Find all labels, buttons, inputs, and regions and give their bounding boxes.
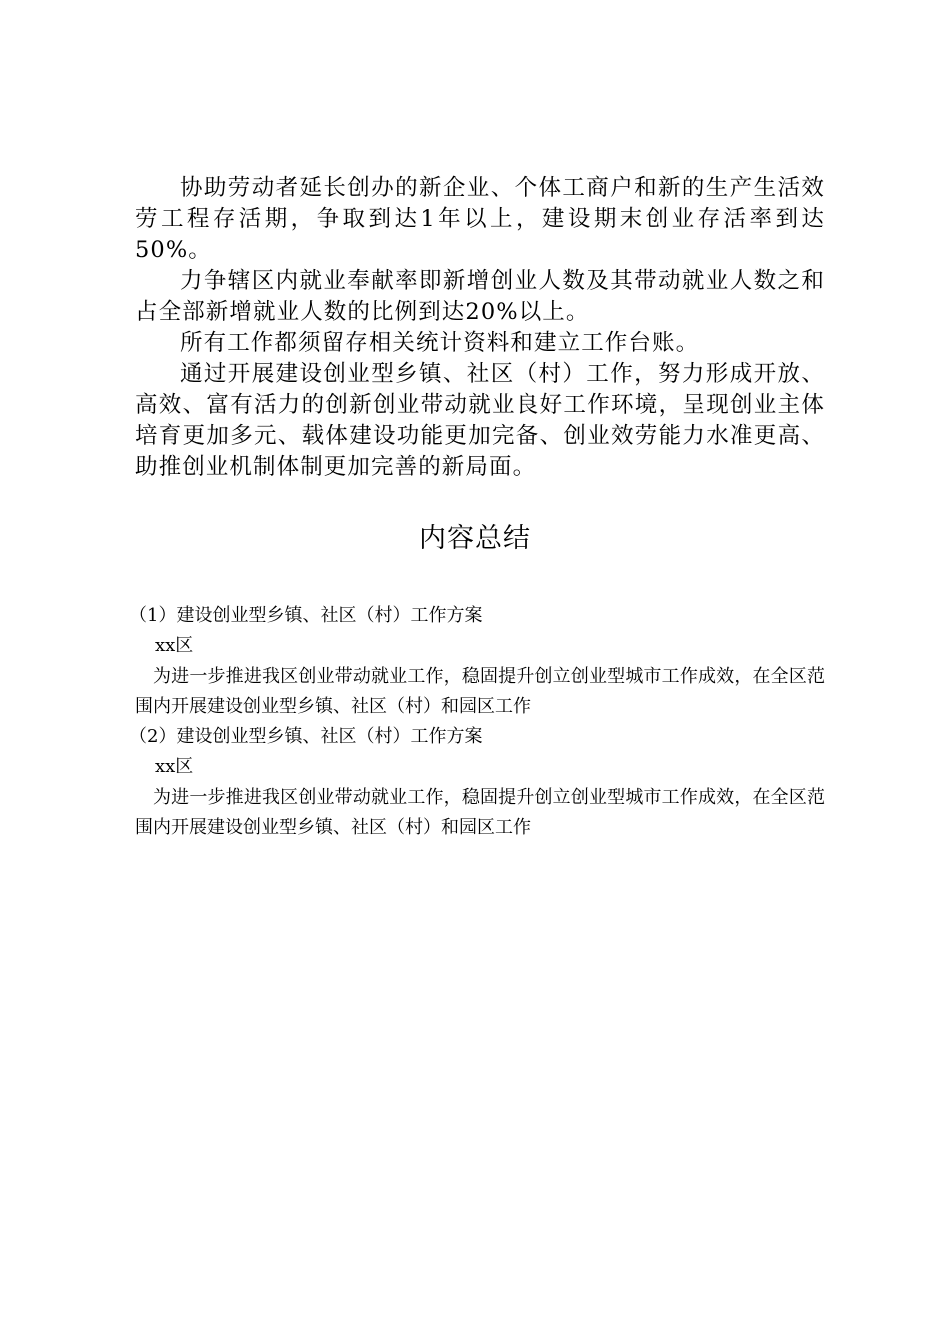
paragraph: 所有工作都须留存相关统计资料和建立工作台账。 [180, 330, 700, 356]
body-text [135, 173, 825, 483]
summary-item-body: 为进一步推进我区创业带动就业工作，稳固提升创立创业型城市工作成效，在全区范围内开展建设创业型乡镇、社区（村）和园区工作 [135, 786, 825, 839]
summary-item [129, 722, 825, 843]
summary-item-org: xx区 [155, 756, 194, 778]
paragraph: 通过开展建设创业型乡镇、社区（村）工作，努力形成开放、高效、富有活力的创新创业带动就业良好工作环境，呈现创业主体培育更加多元、载体建设功能更加完备、创业效劳能力水准更高、助推创业机制体制更加完善的新局面。 [135, 361, 825, 480]
summary-item [129, 601, 825, 722]
summary-item-heading: （1）建设创业型乡镇、社区（村）工作方案 [129, 605, 483, 626]
paragraph: 协助劳动者延长创办的新企业、个体工商户和新的生产生活效劳工程存活期，争取到达1年以上，建设期末创业存活率到达50%。 [135, 175, 825, 263]
paragraph: 力争辖区内就业奉献率即新增创业人数及其带动就业人数之和占全部新增就业人数的比例到达20%以上。 [135, 268, 825, 325]
summary-item-org: xx区 [155, 635, 194, 657]
summary-section [129, 601, 825, 843]
summary-item-heading: （2）建设创业型乡镇、社区（村）工作方案 [129, 726, 483, 748]
summary-title: 内容总结 [419, 523, 531, 554]
summary-item-body: 为进一步推进我区创业带动就业工作，稳固提升创立创业型城市工作成效，在全区范围内开展建设创业型乡镇、社区（村）和园区工作 [135, 665, 825, 717]
